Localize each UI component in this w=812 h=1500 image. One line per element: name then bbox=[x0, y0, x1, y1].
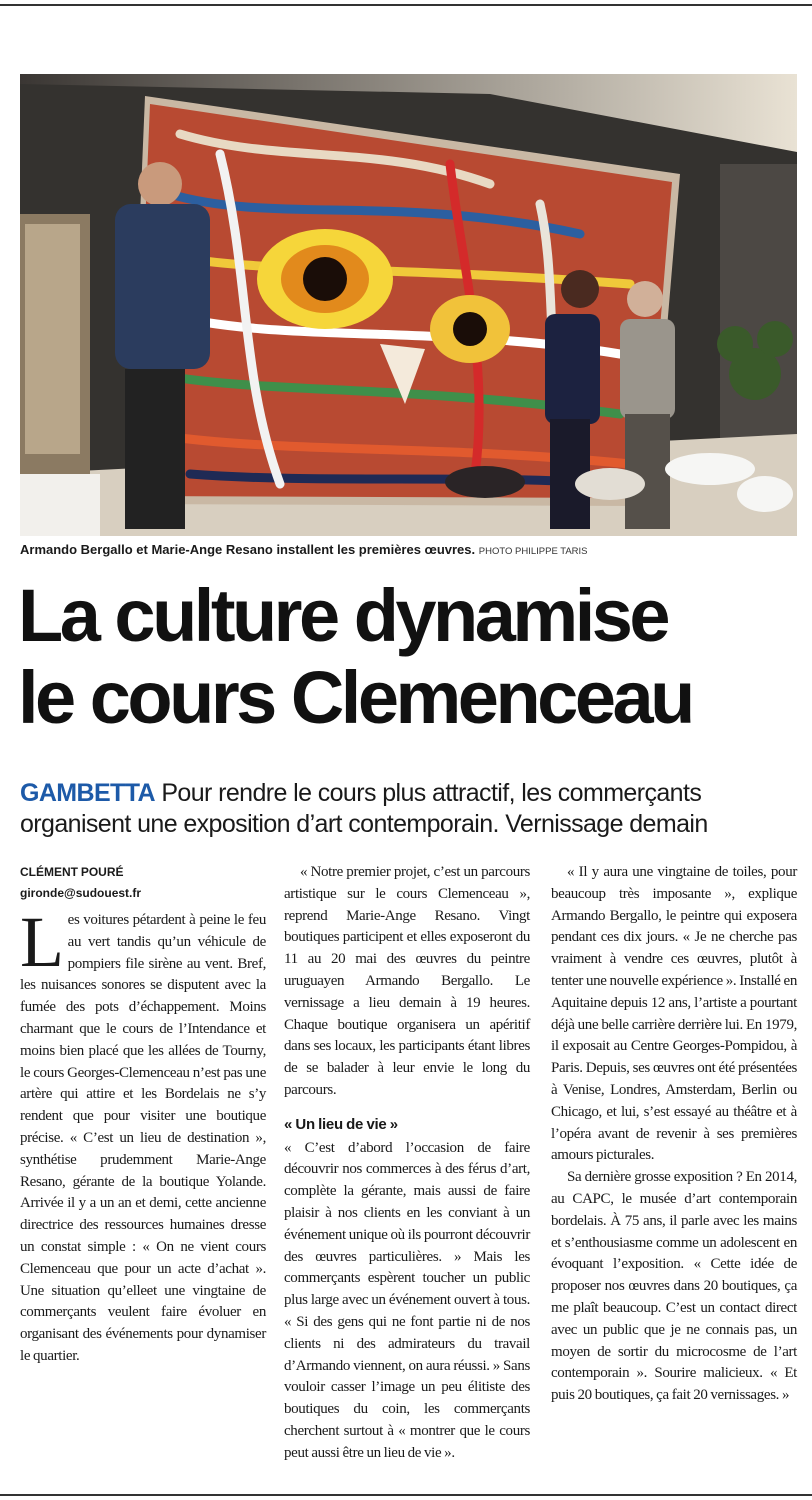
top-rule bbox=[0, 4, 812, 6]
photo-credit: PHOTO PHILIPPE TARIS bbox=[478, 546, 588, 557]
paragraph-3: « C’est d’abord l’occasion de faire découvrir nos commerces à des férus d’art, complète la gérante, mais aussi de faire plaisir à nos clients en les conviant à un événement unique où ils pourront découvrir des œuvres particulières. » Mais les commerçants espèrent toucher un public plus large avec un événement ouvert à tous. « Si des gens qui ne font partie ni de nos clients ni des admirateurs du travail d’Armando viennent, on aura réussi. » Sans vouloir casser l’image un peu élitiste des boutiques du coin, les commerçants cherchent surtout à « montrer que le cours peut aussi être un lieu de vie ». bbox=[284, 1139, 530, 1461]
bottom-rule bbox=[0, 1494, 812, 1496]
paragraph-1 bbox=[20, 902, 266, 1368]
headline-line-2: le cours Clemenceau bbox=[18, 656, 692, 739]
paragraph-5: Sa dernière grosse exposition ? En 2014, au CAPC, le musée d’art contemporain bordelais. À 75 ans, il parle avec les mains et s’enthousiasme comme un adolescent en évoquant l’exposition. « Cette idée de proposer nos œuvres dans 20 boutiques, ça me plaît beaucoup. C’est un contact direct avec un public que je ne connais pas, un moyen de sortir du microcosme de l’art contemporain ». Sourire malicieux. « Et puis 20 boutiques, ça fait 20 vernissages. » bbox=[551, 1169, 797, 1404]
lead-paragraph bbox=[20, 778, 805, 840]
photo-illustration bbox=[20, 74, 797, 536]
section-kicker: GAMBETTA bbox=[20, 779, 155, 807]
caption-text: Armando Bergallo et Marie-Ange Resano installent les premières œuvres. bbox=[20, 542, 476, 557]
column-3 bbox=[551, 862, 797, 1407]
column-2 bbox=[284, 862, 530, 1465]
paragraph-2: « Notre premier projet, c’est un parcours artistique sur le cours Clemenceau », reprend Marie-Ange Resano. Vingt boutiques participent et elles exposeront du 11 au 20 mai des œuvres du peintre uruguayen Armando Bergallo. Le vernissage a lieu demain à 19 heures. Chaque boutique organisera un apéritif dans ses locaux, les participants étant libres de se balader à leur envie le long du parcours. bbox=[284, 864, 530, 1098]
byline-author: CLÉMENT POURÉ bbox=[20, 865, 124, 879]
paragraph-1-text: es voitures pétardent à peine le feu au vert tandis qu’un véhicule de pompiers file sirène au vent. Bref, les nuisances sonores se disputent avec la fumée des pots d’échappement. Moins charmant que le cours de l’Intendance et moins bien placé que les allées de Tourny, le cours Georges-Clemenceau n’est pas une artère qui attire et les Bordelais ne s’y rendent que pour visiter une boutique précise. « C’est un lieu de destination », synthétise prudemment Marie-Ange Resano, gérante de la boutique Yolande. Arrivée il y a un an et demi, cette ancienne directrice des ressources humaines dresse un constat simple : « On ne vient cours Clemenceau que pour un acte d’achat ». Une situation qu’elleet une vingtaine de commerçants veulent faire évoluer en organisant des événements pour dynamiser le quartier. bbox=[20, 912, 266, 1364]
headline-line-1: La culture dynamise bbox=[18, 574, 668, 657]
article-photo bbox=[20, 74, 797, 536]
headline bbox=[18, 575, 808, 739]
drop-cap: L bbox=[20, 902, 64, 982]
column-1 bbox=[20, 862, 266, 1368]
byline-email: gironde@sudouest.fr bbox=[20, 886, 142, 900]
photo-caption bbox=[20, 542, 800, 557]
paragraph-4: « Il y aura une vingtaine de toiles, pour beaucoup très imposante », explique Armando Bergallo, le peintre qui exposera pendant ces dix jours. « Je ne cherche pas vraiment à vendre ces œuvres, plutôt à tenter une nouvelle expérience ». Installé en Aquitaine depuis 12 ans, l’artiste a pourtant déjà une belle carrière derrière lui. En 1979, il exposait au Centre Georges-Pompidou, à Paris. Depuis, ses œuvres ont été présentées à Venise, Londres, Amsterdam, Berlin ou Chicago, et lui, s’est essayé au théâtre et à l’opéra avant de revenir à ses premières amours picturales. bbox=[551, 864, 797, 1164]
subheading: « Un lieu de vie » bbox=[284, 1115, 398, 1133]
lead-text: Pour rendre le cours plus attractif, les commerçants organisent une exposition d’art contemporain. Vernissage demain bbox=[20, 779, 708, 838]
